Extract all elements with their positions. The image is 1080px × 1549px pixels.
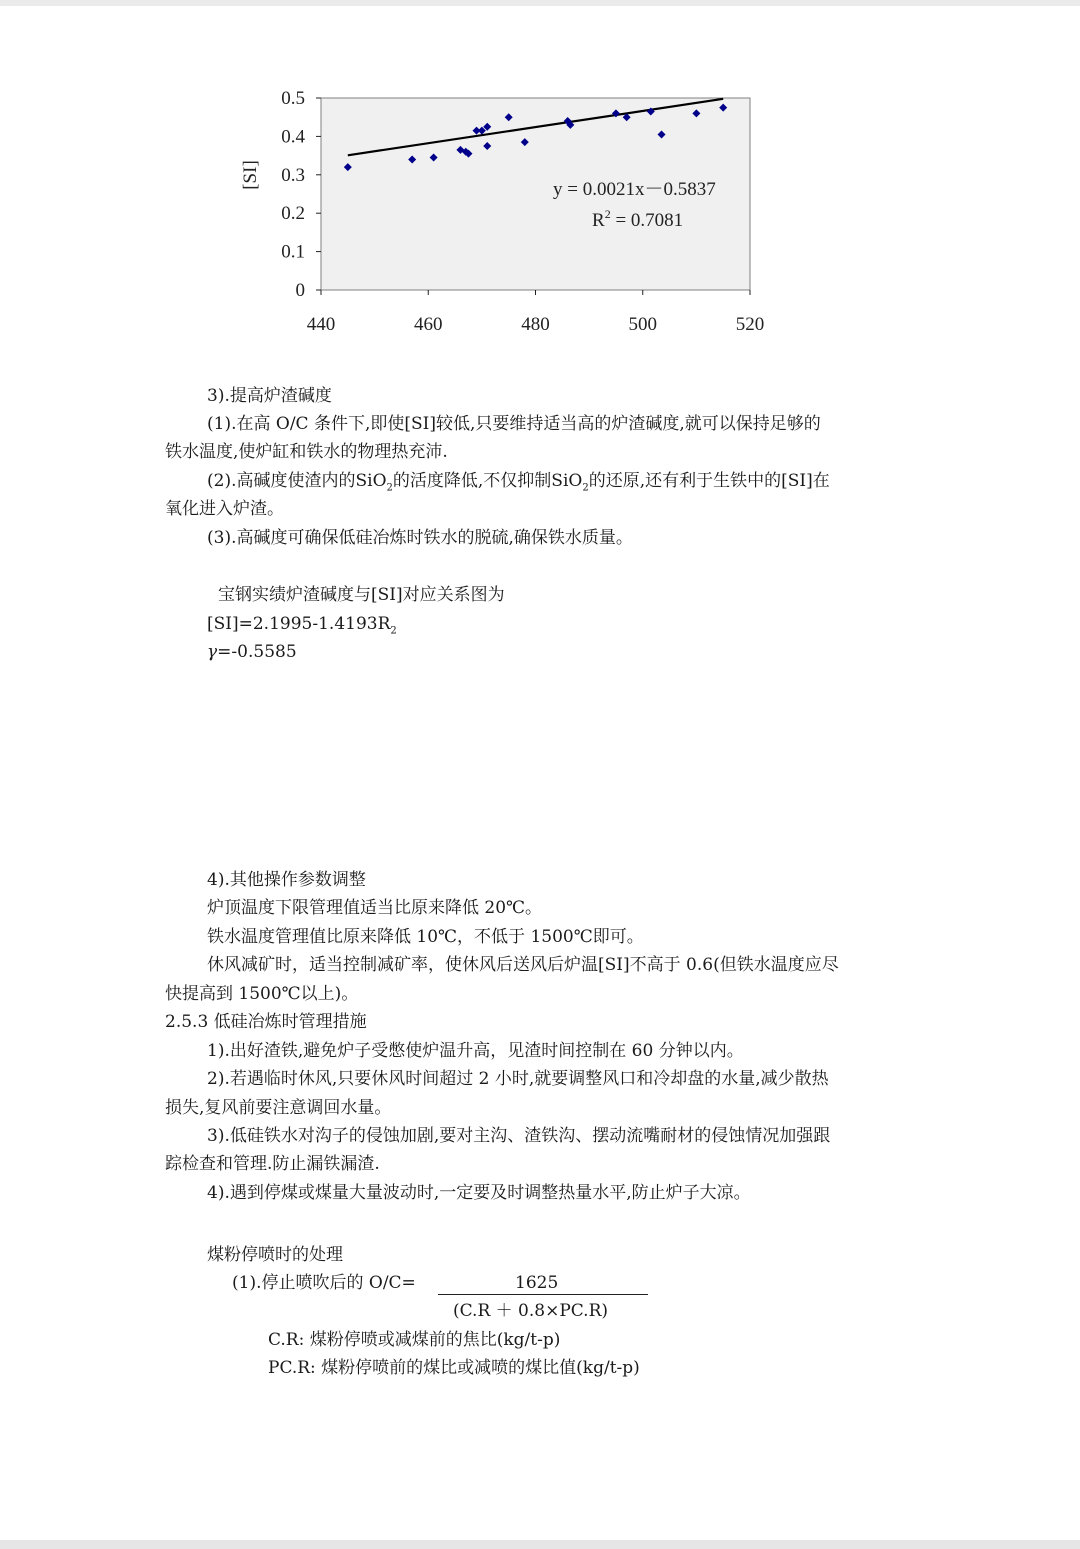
y-axis-label: [SI] <box>240 160 261 190</box>
si-formula-sub: 2 <box>390 625 397 637</box>
measure-2-line-1: 2).若遇临时休风,只要休风时间超过 2 小时,就要调整风口和冷却盘的水量,减少散热 <box>207 1069 829 1089</box>
sio2-sub-1: 2 <box>386 482 393 494</box>
top-edge <box>0 0 1080 6</box>
y-tick-label: 0.3 <box>281 164 305 186</box>
para-1-line-1: (1).在高 O/C 条件下,即使[SI]较低,只要维持适当高的炉渣碱度,就可以保持足够的 <box>207 414 821 434</box>
measure-4: 4).遇到停煤或煤量大量波动时,一定要及时调整热量水平,防止炉子大凉。 <box>207 1183 751 1203</box>
measure-2-line-2: 损失,复风前要注意调回水量。 <box>165 1098 392 1118</box>
para-2-line-2: 氧化进入炉渣。 <box>165 499 284 519</box>
s4-line-1: 炉顶温度下限管理值适当比原来降低 20℃。 <box>207 898 543 918</box>
measure-3-line-2: 踪检查和管理.防止漏铁漏渣. <box>165 1154 380 1174</box>
section-3-title: 3).提高炉渣碱度 <box>207 386 332 406</box>
s4-line-2: 铁水温度管理值比原来降低 10℃，不低于 1500℃即可。 <box>207 927 644 947</box>
r-symbol: R <box>592 210 605 231</box>
x-tick-label: 440 <box>306 314 336 335</box>
y-tick-label: 0.4 <box>281 126 305 148</box>
gamma-value <box>207 641 297 663</box>
section-4-title: 4).其他操作参数调整 <box>207 870 366 890</box>
p2-text-2: 的活度降低,不仅抑制 <box>392 471 552 491</box>
gamma-symbol: γ <box>207 642 218 662</box>
regression-equation: y = 0.0021x－0.5837 <box>553 179 716 200</box>
coal-stop-title: 煤粉停喷时的处理 <box>207 1245 343 1265</box>
p2-text-1: (2).高碱度使渣内的 <box>207 471 356 491</box>
y-tick-label: 0 <box>295 280 305 301</box>
section-2-5-3-title: 2.5.3 低硅冶炼时管理措施 <box>165 1012 367 1032</box>
silicon-scatter-chart <box>230 80 790 340</box>
s4-line-3: 休风减矿时，适当控制减矿率，使休风后送风后炉温[SI]不高于 0.6(但铁水温度应尽 <box>207 955 839 975</box>
para-2-line-1 <box>207 470 830 499</box>
si-formula <box>207 613 397 642</box>
pcr-definition: PC.R: 煤粉停喷前的煤比或减喷的煤比值(kg/t-p) <box>268 1358 640 1378</box>
para-3: (3).高碱度可确保低硅冶炼时铁水的脱硫,确保铁水质量。 <box>207 528 633 548</box>
sio2-2: SiO <box>551 471 583 491</box>
y-tick-label: 0.5 <box>281 88 305 109</box>
r-squared-value: = 0.7081 <box>610 210 684 231</box>
sio2-1: SiO <box>355 471 387 491</box>
gamma-number: =-0.5585 <box>217 642 297 662</box>
p2-text-3: 的还原,还有利于生铁中的[SI]在 <box>588 471 830 491</box>
para-1-line-2: 铁水温度,使炉缸和铁水的物理热充沛. <box>165 442 448 462</box>
y-tick-label: 0.1 <box>281 241 305 263</box>
r-superscript: 2 <box>604 207 611 221</box>
s4-line-4: 快提高到 1500℃以上)。 <box>165 984 359 1004</box>
oc-formula-label: (1).停止喷吹后的 O/C= <box>232 1273 416 1293</box>
y-tick-label: 0.2 <box>281 203 305 225</box>
x-tick-label: 520 <box>735 314 765 335</box>
measure-1: 1).出好渣铁,避免炉子受憋使炉温升高，见渣时间控制在 60 分钟以内。 <box>207 1041 744 1061</box>
oc-denominator: (C.R ＋ 0.8×PC.R) <box>453 1301 609 1321</box>
oc-numerator: 1625 <box>515 1273 559 1293</box>
bottom-edge <box>0 1540 1080 1549</box>
x-tick-label: 460 <box>414 314 443 335</box>
si-formula-text: [SI]=2.1995-1.4193R <box>207 614 391 634</box>
sio2-sub-2: 2 <box>582 482 589 494</box>
baosteel-title: 宝钢实绩炉渣碱度与[SI]对应关系图为 <box>218 585 505 605</box>
x-tick-label: 500 <box>628 314 657 335</box>
x-tick-label: 480 <box>521 314 550 335</box>
cr-definition: C.R: 煤粉停喷或减煤前的焦比(kg/t-p) <box>268 1330 561 1350</box>
fraction-bar <box>438 1294 648 1295</box>
measure-3-line-1: 3).低硅铁水对沟子的侵蚀加剧,要对主沟、渣铁沟、摆动流嘴耐材的侵蚀情况加强跟 <box>207 1126 831 1146</box>
